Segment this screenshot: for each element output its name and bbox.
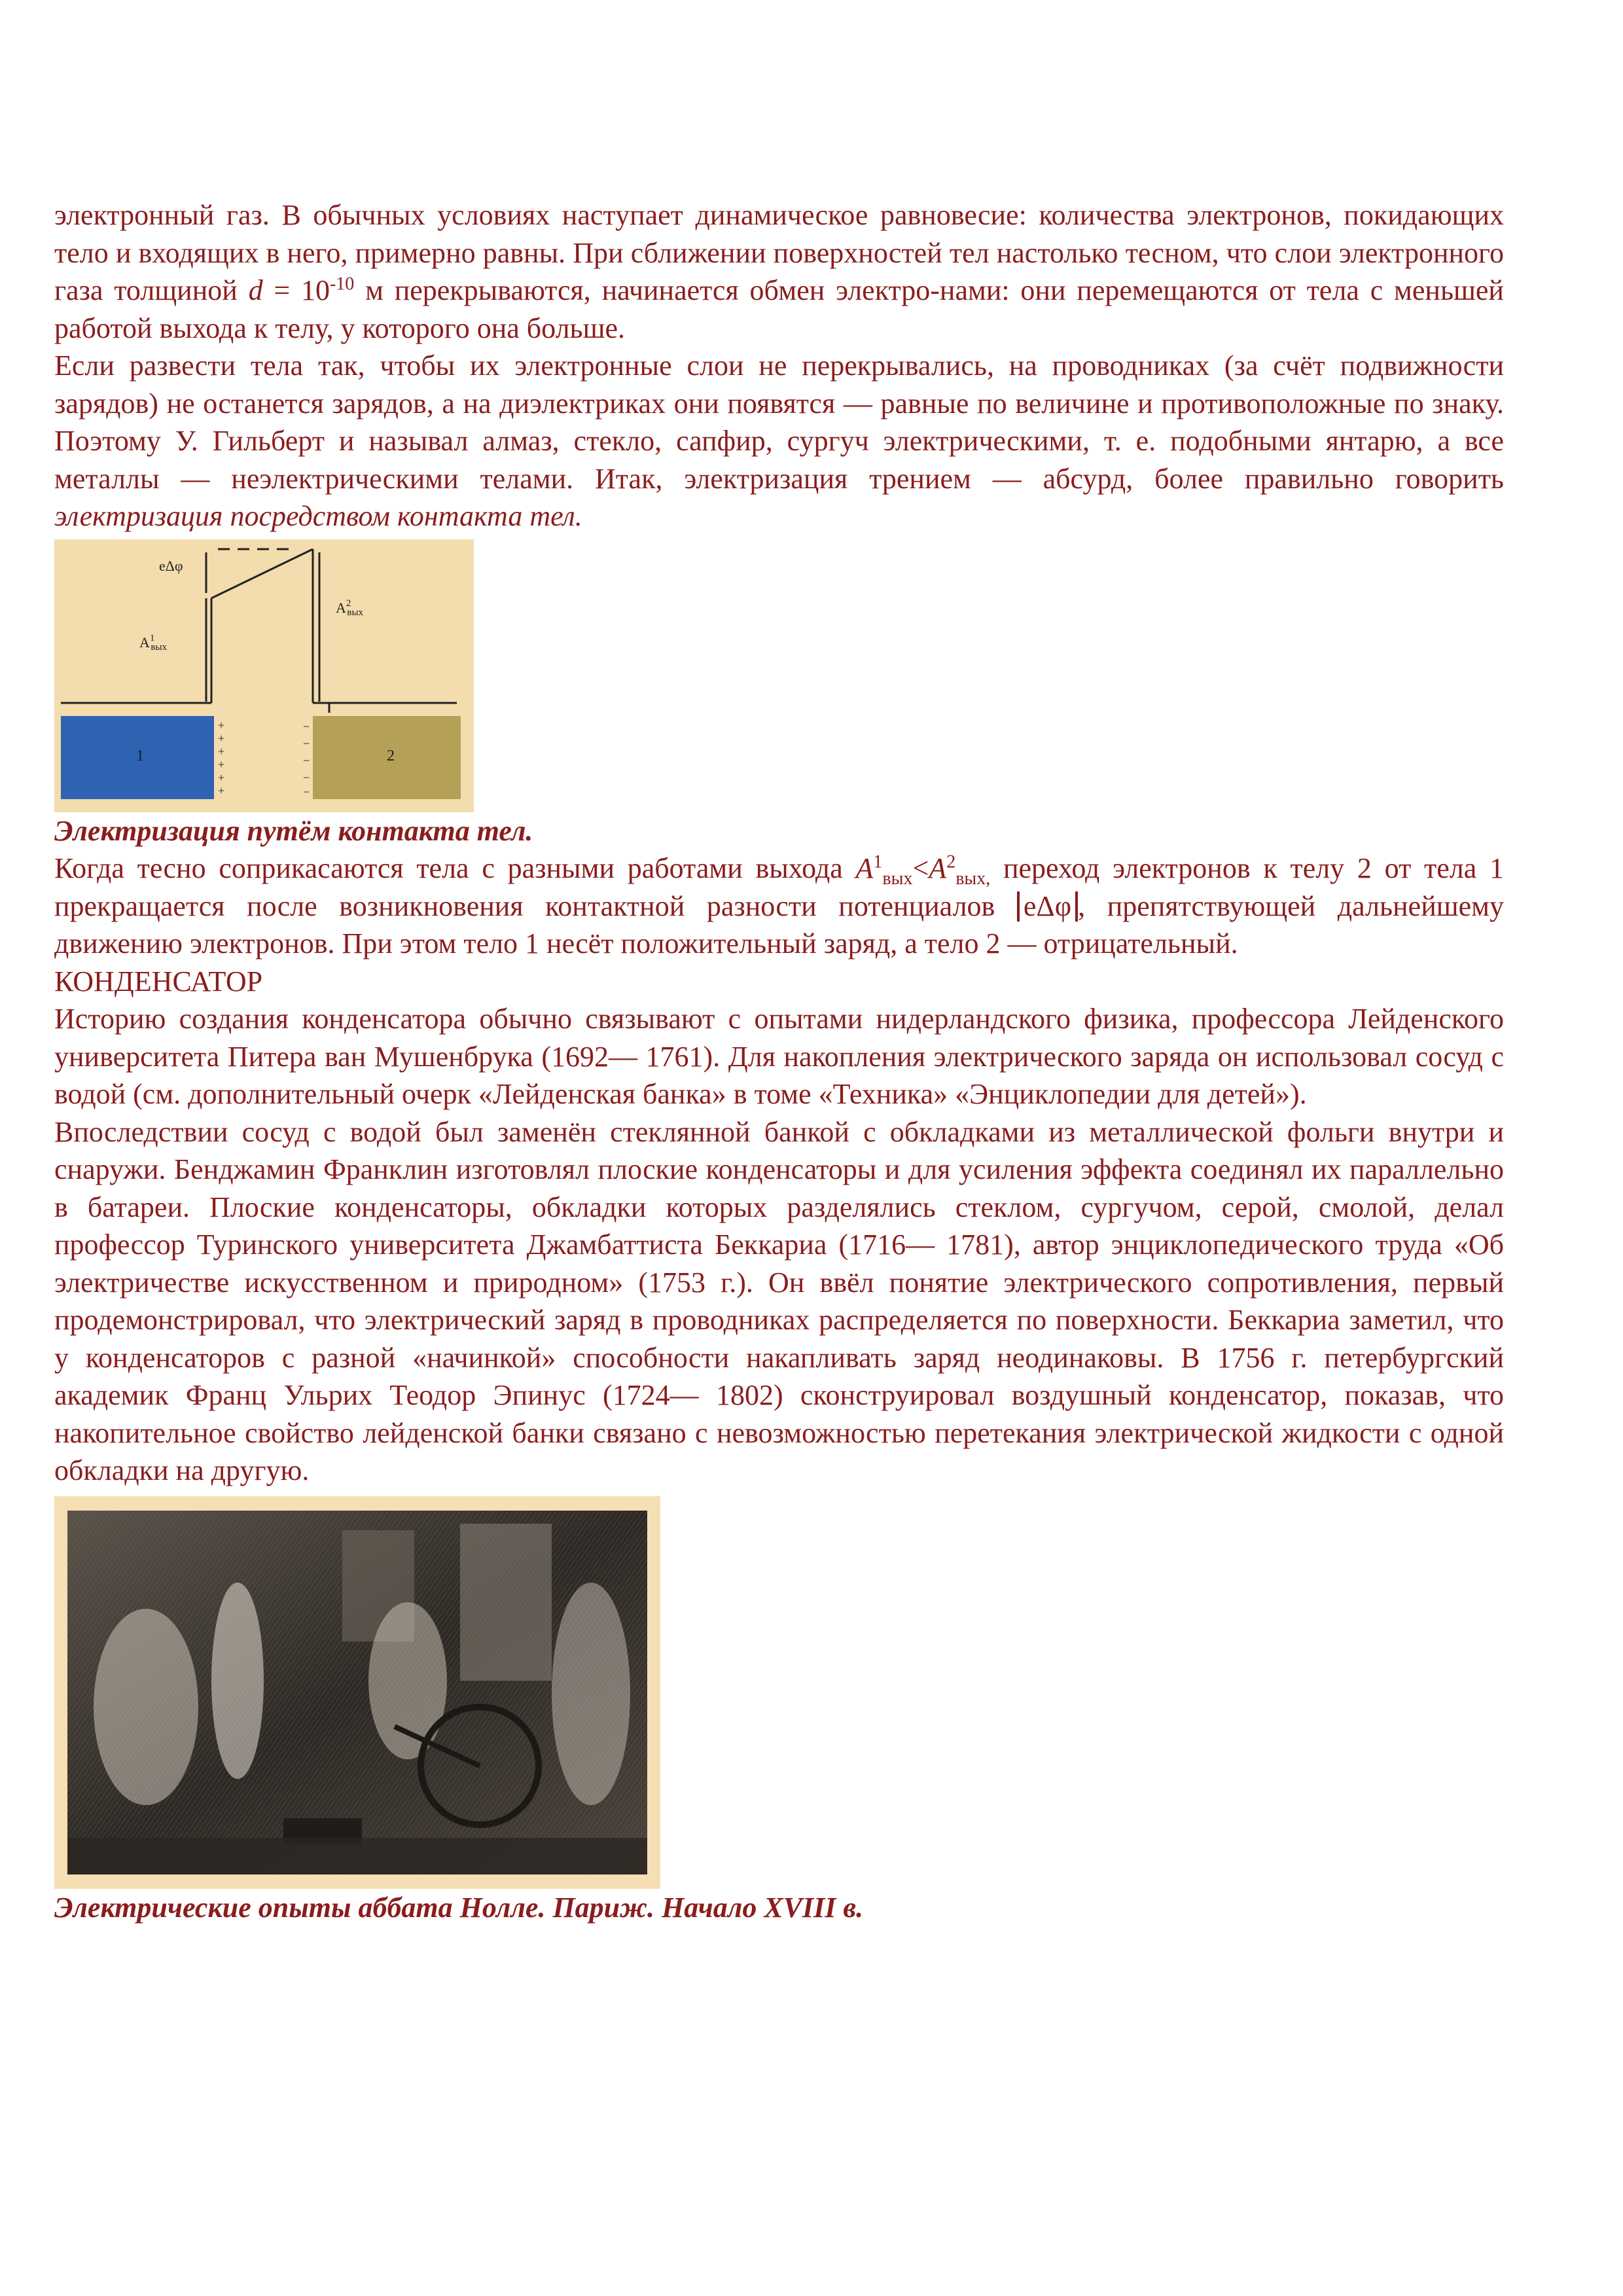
energy-diagram bbox=[54, 539, 474, 812]
label-a1: $A^1$ вых bbox=[139, 632, 168, 653]
page-content bbox=[54, 196, 1504, 1926]
paragraph-capacitor-history: Впоследствии сосуд с водой был заменён стеклянной банкой с обкладками из металлической фольги внутри и снаружи. Бенджамин Франклин изготовлял плоские конденсаторы и для усиления эффекта соединял их параллельно в батареи. Плоские конденсаторы, обкладки которых разделялись стеклом, сургучом, серой, смолой, делал профессор Туринского университета Джамбаттиста Беккариа (1716— 1781), автор энциклопедического труда «Об электричестве искусственном и природном» (1753 г.). Он ввёл понятие электрического сопротивления, первый продемонстрировал, что электрический заряд в проводниках распределяется по поверхности. Беккариа заметил, что у конденсаторов с разной «начинкой» способности накапливать заряд неодинаковы. В 1756 г. петербургский академик Франц Ульрих Теодор Эпинус (1724— 1802) сконструировал воздушный конденсатор, показав, что накопительное свойство лейденской банки связано с невозможностью перетекания электрической жидкости с одной обкладки на другую. bbox=[54, 1115, 1504, 1486]
svg-text:+: + bbox=[218, 731, 225, 745]
svg-text:−: − bbox=[303, 785, 310, 798]
engraving-image bbox=[67, 1511, 647, 1874]
svg-text:−: − bbox=[303, 770, 310, 784]
plus-charges bbox=[218, 719, 224, 797]
minus-charges bbox=[303, 720, 310, 798]
section-heading: КОНДЕНСАТОР bbox=[54, 965, 263, 997]
slope-line bbox=[211, 549, 313, 598]
figure-nollet-engraving bbox=[54, 1496, 660, 1889]
figure-contact-diagram bbox=[54, 539, 474, 812]
svg-text:+: + bbox=[218, 744, 225, 758]
label-a2: $A^2$ вых bbox=[336, 598, 364, 618]
label-edphi: eΔφ bbox=[159, 557, 183, 574]
body-1-label: 1 bbox=[136, 747, 144, 764]
svg-text:+: + bbox=[218, 770, 225, 784]
figure-right bbox=[552, 1583, 630, 1805]
svg-text:+: + bbox=[218, 757, 225, 771]
svg-text:−: − bbox=[303, 753, 310, 767]
var-d: d bbox=[248, 274, 263, 306]
svg-text:−: − bbox=[303, 736, 310, 750]
svg-text:+: + bbox=[218, 783, 225, 797]
lady-figure-left bbox=[94, 1609, 198, 1805]
paragraph-musschenbroek: Историю создания конденсатора обычно связывают с опытами нидерландского физика, профессора Лейденского университета Питера ван Мушенбрука (1692— 1761). Для накопления электрического заряда он использовал сосуд с водой (см. дополнительный очерк «Лейденская банка» в томе «Техника» «Энциклопедии для детей»). bbox=[54, 1003, 1504, 1110]
seated-figure bbox=[368, 1602, 447, 1759]
caption-contact: Электризация путём контакта тел. bbox=[54, 814, 533, 847]
svg-text:−: − bbox=[303, 719, 310, 733]
paragraph-gilbert: Если развести тела так, чтобы их электронные слои не перекрывались, на проводниках (за счёт подвижности зарядов) не останется зарядов, а на диэлектриках они появятся — равные по величине и противоположные по знаку. Поэтому У. Гильберт и называл алмаз, стекло, сапфир, сургуч электрическими, т. е. подобными янтарю, а все металлы — неэлектрическими телами. Итак, электризация трением — абсурд, более правильно говорить электризация посредством контакта тел. bbox=[54, 350, 1504, 532]
paragraph-work-function: Когда тесно соприкасаются тела с разными работами выхода $A^1_{вых}<A^2_{вых,}$ переход электронов к телу 2 от тела 1 прекращается после возникновения контактной разности потенциалов eΔφ , препятствующей дальнейшему движению электронов. При этом тело 1 несёт положительный заряд, а тело 2 — отрицательный. bbox=[54, 852, 1505, 960]
standing-figure bbox=[211, 1583, 264, 1779]
abs-potential: eΔφ bbox=[1017, 891, 1078, 922]
body-2-label: 2 bbox=[387, 747, 395, 764]
emphasis-contact: электризация посредством контакта тел. bbox=[54, 500, 582, 532]
caption-nollet: Электрические опыты аббата Нолле. Париж. Начало XVIII в. bbox=[54, 1891, 864, 1924]
screen-panel bbox=[460, 1524, 552, 1681]
engraving-illustration bbox=[67, 1511, 647, 1874]
paragraph-electron-gas: электронный газ. В обычных условиях наступает динамическое равновесие: количества электронов, покидающих тело и входящих в него, примерно равны. При сближении поверхностей тел настолько тесном, что слои электронного газа толщиной $d = 10^{-10}$ м перекрываются, начинается обмен электро-нами: они перемещаются от тела с меньшей работой выхода к телу, у которого она больше. bbox=[54, 199, 1504, 344]
svg-text:+: + bbox=[218, 718, 225, 732]
